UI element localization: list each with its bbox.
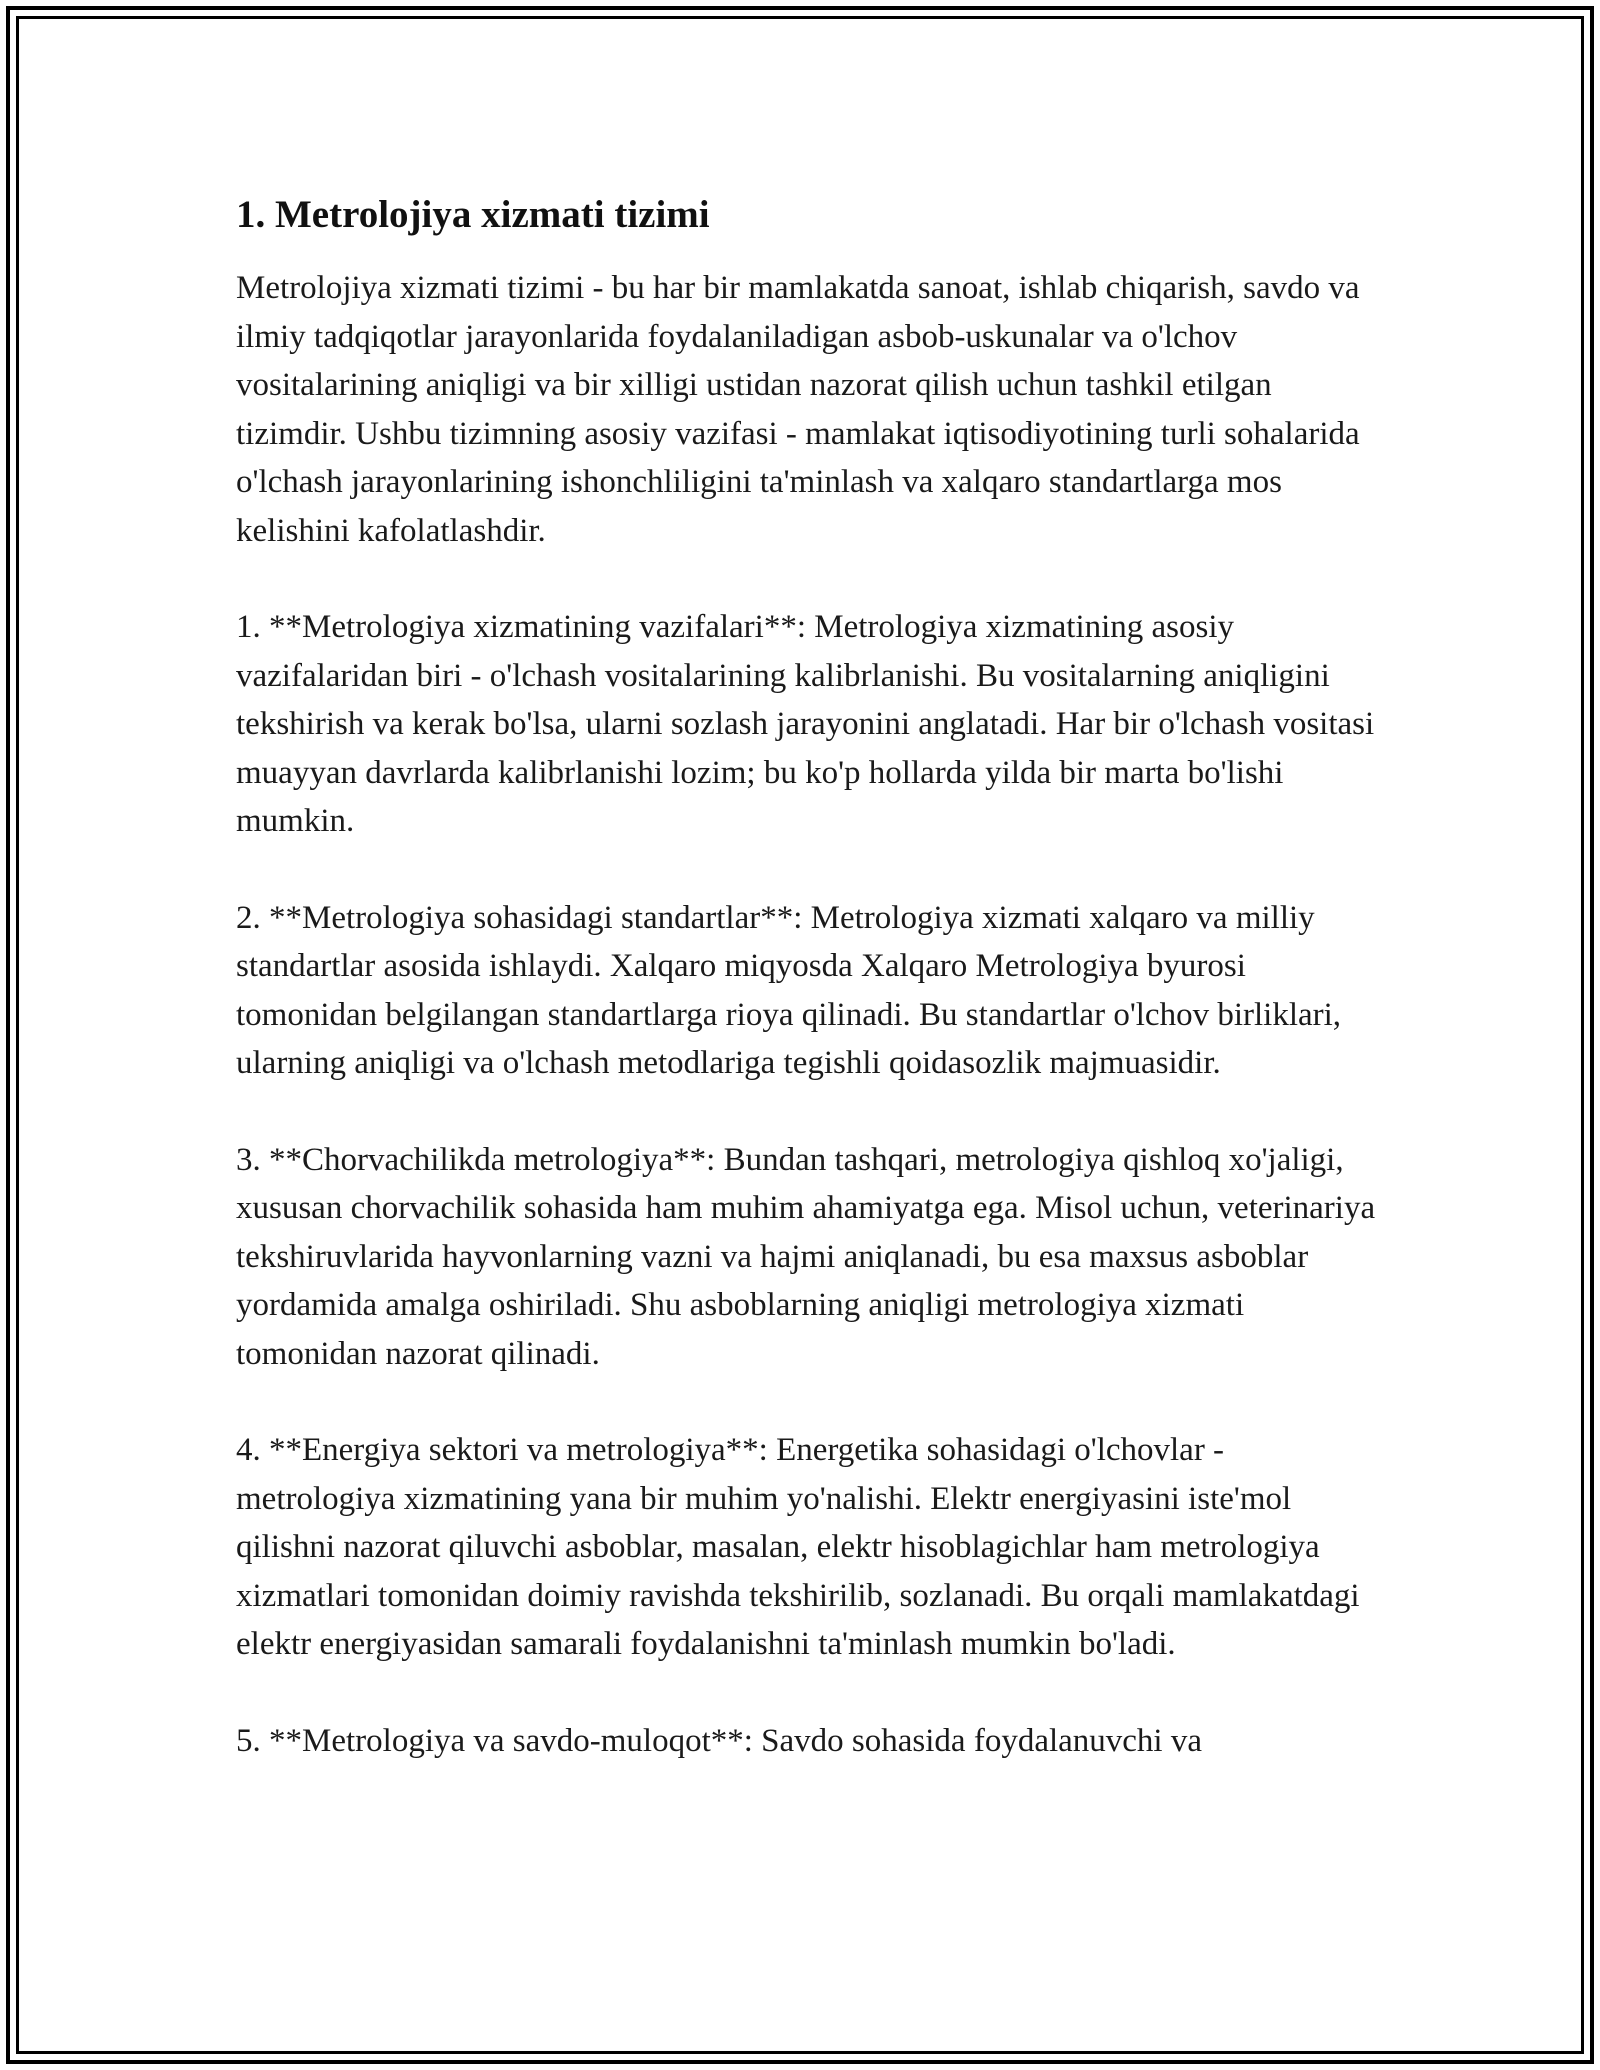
paragraph-savdo: 5. **Metrologiya va savdo-muloqot**: Savdo sohasida foydalanuvchi va [236,1722,1202,1759]
section-title: 1. Metrolojiya xizmati tizimi [236,193,710,236]
intro-paragraph: Metrolojiya xizmati tizimi - bu har bir mamlakatda sanoat, ishlab chiqarish, savdo va ilmiy tadqiqotlar jarayonlarida foydalaniladigan asbob-uskunalar va o'lchov vositalarining aniqligi va bir xilligi ustidan nazorat qilish uchun tashkil etilgan tizimdir. Ushbu tizimning asosiy vazifasi - mamlakat iqtisodiyotining turli sohalarida o'lchash jarayonlarining ishonchliligini ta'minlash va xalqaro standartlarga mos kelishini kafolatlashdir. [236,270,1360,549]
paragraph-energiya: 4. **Energiya sektori va metrologiya**: Energetika sohasidagi o'lchovlar - metrologiya xizmatining yana bir muhim yo'nalishi. Elektr energiyasini iste'mol qilishni nazorat qiluvchi asboblar, masalan, elektr hisoblagichlar ham metrologiya xizmatlari tomonidan doimiy ravishda tekshirilib, sozlanadi. Bu orqali mamlakatdagi elektr energiyasidan samarali foydalanishni ta'minlash mumkin bo'ladi. [236,1432,1360,1662]
paragraph-standartlar: 2. **Metrologiya sohasidagi standartlar**: Metrologiya xizmati xalqaro va milliy standartlar asosida ishlaydi. Xalqaro miqyosda Xalqaro Metrologiya byurosi tomonidan belgilangan standartlarga rioya qilinadi. Bu standartlar o'lchov birliklari, ularning aniqligi va o'lchash metodlariga tegishli qoidasozlik majmuasidir. [236,899,1342,1081]
document-body [236,188,1386,1813]
paragraph-chorvachilik: 3. **Chorvachilikda metrologiya**: Bundan tashqari, metrologiya qishloq xo'jaligi, xususan chorvachilik sohasida ham muhim ahamiyatga ega. Misol uchun, veterinariya tekshiruvlarida hayvonlarning vazni va hajmi aniqlanadi, bu esa maxsus asboblar yordamida amalga oshiriladi. Shu asboblarning aniqligi metrologiya xizmati tomonidan nazorat qilinadi. [236,1141,1376,1372]
paragraph-vazifalari: 1. **Metrologiya xizmatining vazifalari**: Metrologiya xizmatining asosiy vazifalaridan biri - o'lchash vositalarining kalibrlanishi. Bu vositalarning aniqligini tekshirish va kerak bo'lsa, ularni sozlash jarayonini anglatadi. Har bir o'lchash vositasi muayyan davrlarda kalibrlanishi lozim; bu ko'p hollarda yilda bir marta bo'lishi mumkin. [236,609,1375,839]
